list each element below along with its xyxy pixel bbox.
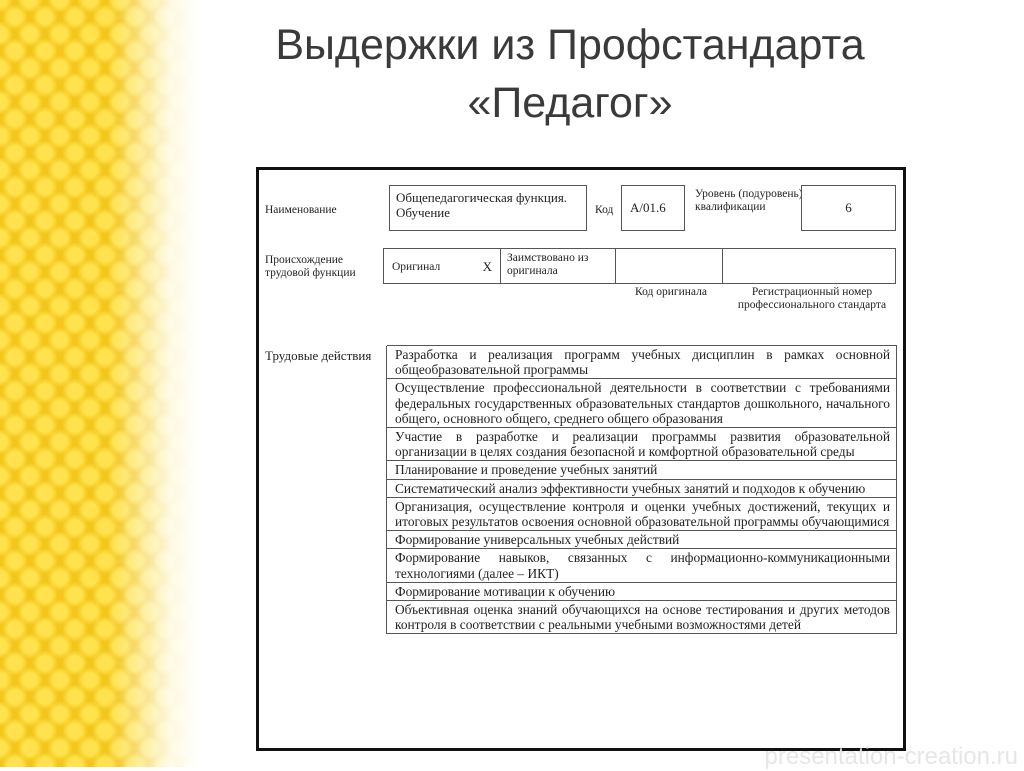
action-item: Организация, осуществление контроля и оценки учебных достижений, текущих и итоговых результатов освоения основной образовательной программы обучающимися (387, 497, 897, 531)
level-label: Уровень (подуровень) квалификации (695, 188, 803, 213)
action-item: Разработка и реализация программ учебных дисциплин в рамках основной общеобразовательной программы (387, 345, 897, 379)
origin-label: Происхождение трудовой функции (265, 254, 356, 279)
code-value: A/01.6 (621, 185, 685, 231)
honeycomb-fade (0, 0, 200, 767)
level-value: 6 (801, 185, 896, 231)
code-label: Код (595, 204, 614, 216)
slide-title-line1: Выдержки из Профстандарта (275, 21, 865, 69)
action-item: Осуществление профессиональной деятельности в соответствии с требованиями федеральных государственных образовательных стандартов дошкольного, начального общего, основного общего, среднего общего образования (387, 378, 897, 428)
action-item: Планирование и проведение учебных занятий (387, 460, 897, 479)
action-item: Формирование универсальных учебных действий (387, 530, 897, 549)
action-item: Систематический анализ эффективности учебных занятий и подходов к обучению (387, 479, 897, 498)
actions-list (386, 346, 897, 634)
profstandard-excerpt (256, 167, 906, 751)
original-code-label: Код оригинала (635, 286, 707, 298)
action-item: Формирование навыков, связанных с информационно-коммуникационными технологиями (далее – ИКТ) (387, 548, 897, 582)
original-label: Оригинал (392, 261, 441, 273)
action-item: Участие в разработке и реализации программы развития образовательной организации в целях создания безопасной и комфортной образовательной среды (387, 427, 897, 461)
original-code-cell (615, 248, 723, 284)
original-mark: X (482, 259, 492, 274)
watermark: presentation-creation.ru (764, 743, 1018, 770)
borrowed-label: Заимствовано из оригинала (500, 248, 616, 284)
name-value: Общепедагогическая функция. Обучение (389, 185, 587, 231)
actions-label: Трудовые действия (265, 348, 372, 363)
action-item: Объективная оценка знаний обучающихся на основе тестирования и других методов контроля в соответствии с реальными учебными возможностями детей (387, 600, 897, 634)
slide-title-line2: «Педагог» (467, 79, 673, 127)
original-cell (383, 248, 501, 284)
action-item: Формирование мотивации к обучению (387, 582, 897, 601)
reg-number-label: Регистрационный номер профессионального стандарта (737, 286, 887, 311)
reg-number-cell (722, 248, 896, 284)
slide-title (190, 16, 950, 132)
name-label: Наименование (265, 204, 337, 216)
